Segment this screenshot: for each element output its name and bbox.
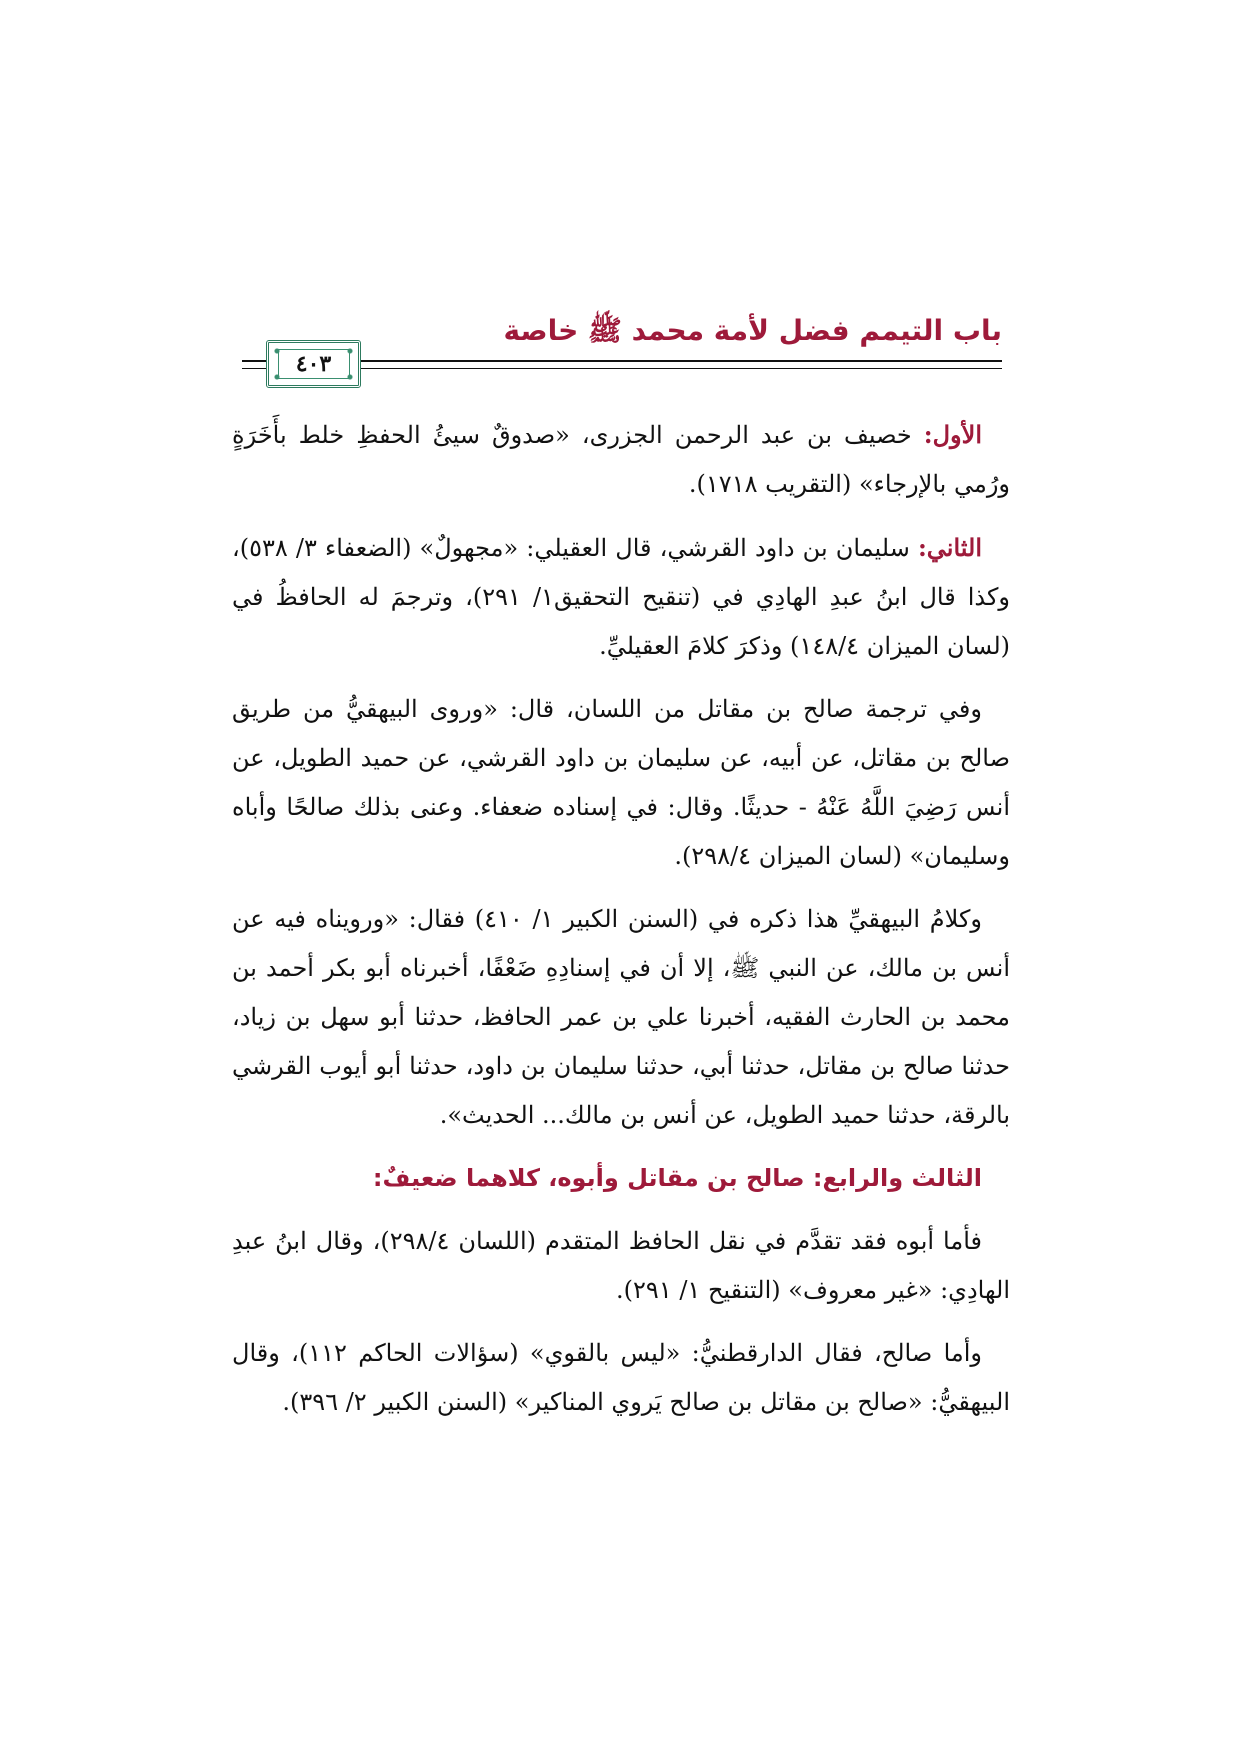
paragraph-salih: وأما صالح، فقال الدارقطنيُّ: «ليس بالقوي» (سؤالات الحاكم ١١٢)، وقال البيهقيُّ: «صالح بن مقاتل بن صالح يَروي المناكير» (السنن الكبير ٢/ ٣٩٦). <box>232 1339 1010 1416</box>
section-heading: الثالث والرابع: صالح بن مقاتل وأبوه، كلاهما ضعيفٌ: <box>372 1164 982 1192</box>
paragraph-first-narrator <box>232 410 1010 509</box>
paragraph-text: خصيف بن عبد الرحمن الجزرى، «صدوقٌ سيئُ الحفظِ خلط بأَخَرَةٍ ورُمي بالإرجاء» (التقريب ١٧١٨). <box>232 421 1010 498</box>
page-number: ٤٠٣ <box>278 349 350 379</box>
paragraph-second-narrator <box>232 523 1010 671</box>
paragraph-text: سليمان بن داود القرشي، قال العقيلي: «مجهولٌ» (الضعفاء ٣/ ٥٣٨)، وكذا قال ابنُ عبدِ الهادِي في (تنقيح التحقيق١/ ٢٩١)، وترجمَ له الحافظُ في (لسان الميزان ١٤٨/٤) وذكرَ كلامَ العقيليِّ. <box>232 534 1011 660</box>
paragraph-bayhaqi-quote: وكلامُ البيهقيِّ هذا ذكره في (السنن الكبير ١/ ٤١٠) فقال: «ورويناه فيه عن أنس بن مالك، عن النبي ﷺ، إلا أن في إسنادِهِ ضَعْفًا، أخبرناه أبو بكر أحمد بن محمد بن الحارث الفقيه، أخبرنا علي بن عمر الحافظ، حدثنا أبو سهل بن زياد، حدثنا صالح بن مقاتل، حدثنا أبي، حدثنا سليمان بن داود، حدثنا أبو أيوب القرشي بالرقة، حدثنا حميد الطويل، عن أنس بن مالك... الحديث». <box>232 905 1010 1129</box>
page-body <box>232 410 1010 1441</box>
page-number-badge <box>266 340 361 388</box>
page-header <box>242 310 1002 385</box>
paragraph-lisan-quote: وفي ترجمة صالح بن مقاتل من اللسان، قال: «وروى البيهقيُّ من طريق صالح بن مقاتل، عن أبيه، عن سليمان بن داود القرشي، عن حميد الطويل، عن أنس رَضِيَ اللَّهُ عَنْهُ - حديثًا. وقال: في إسناده ضعفاء. وعنى بذلك صالحًا وأباه وسليمان» (لسان الميزان ٢٩٨/٤). <box>232 695 1010 870</box>
chapter-title: باب التيمم فضل لأمة محمد ﷺ خاصة <box>503 314 1002 347</box>
paragraph-father: فأما أبوه فقد تقدَّم في نقل الحافظ المتقدم (اللسان ٢٩٨/٤)، وقال ابنُ عبدِ الهادِي: «غير معروف» (التنقيح ١/ ٢٩١). <box>232 1227 1010 1304</box>
paragraph-label: الأول: <box>923 420 982 449</box>
paragraph-label: الثاني: <box>917 533 983 562</box>
